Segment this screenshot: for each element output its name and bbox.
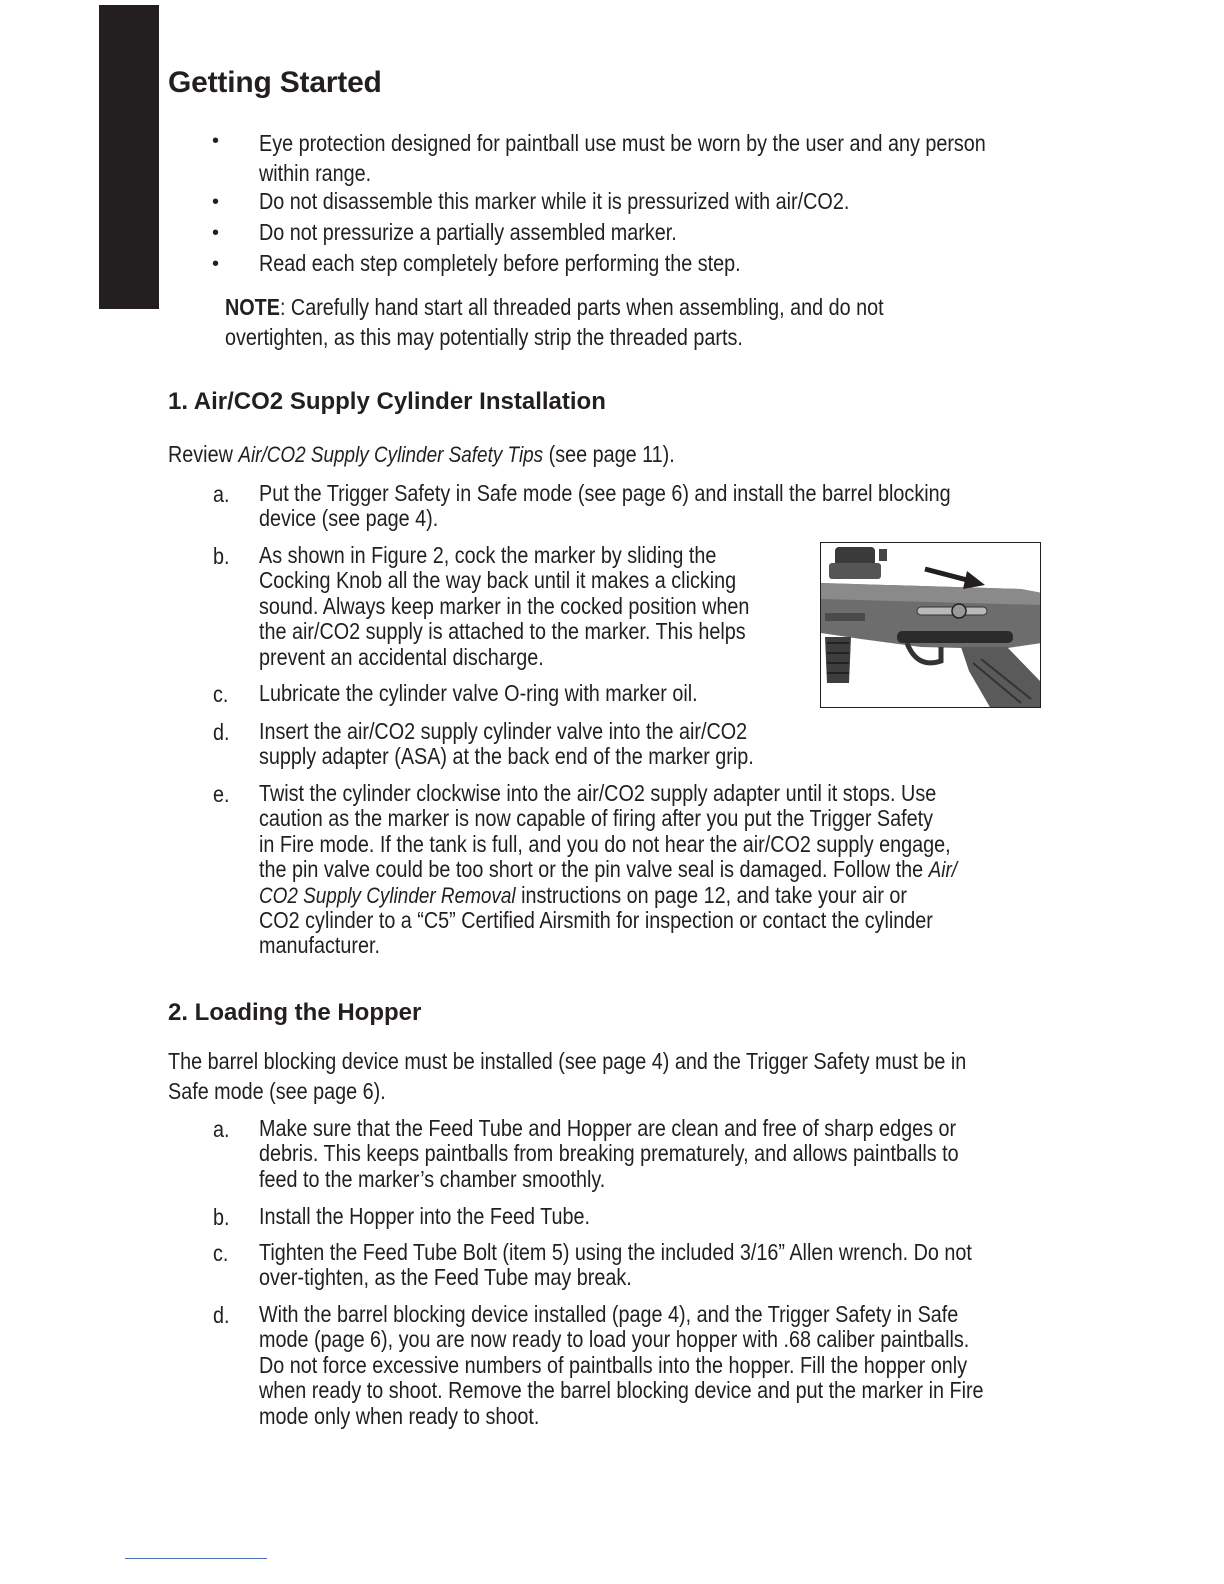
bullet-item — [259, 128, 986, 188]
intro-line: Safe mode (see page 6). — [168, 1078, 386, 1104]
bullet-symbol: • — [212, 130, 220, 152]
step-marker: b. — [213, 1204, 230, 1230]
step-line: mode (page 6), you are now ready to load your hopper with .68 caliber paintballs. — [259, 1326, 970, 1353]
note-text: overtighten, as this may potentially strip the threaded parts. — [225, 324, 743, 350]
step-line: caution as the marker is now capable of firing after you put the Trigger Safety — [259, 805, 933, 832]
bullet-text: Do not pressurize a partially assembled marker. — [259, 219, 677, 245]
step-marker: b. — [213, 543, 230, 569]
step-line: With the barrel blocking device installed (page 4), and the Trigger Safety in Safe — [259, 1301, 959, 1327]
step-line: Put the Trigger Safety in Safe mode (see page 6) and install the barrel blocking — [259, 480, 951, 506]
step-line: Twist the cylinder clockwise into the air/CO2 supply adapter until it stops. Use — [259, 780, 937, 806]
step-line-text: the pin valve could be too short or the pin valve seal is damaged. Follow the — [259, 856, 929, 883]
step-line: when ready to shoot. Remove the barrel blocking device and put the marker in Fire — [259, 1377, 984, 1404]
step-marker: e. — [213, 781, 230, 807]
step-line: in Fire mode. If the tank is full, and you do not hear the air/CO2 supply engage, — [259, 830, 951, 857]
step-line: Cocking Knob all the way back until it makes a clicking — [259, 567, 737, 594]
bullet-text: Do not disassemble this marker while it is pressurized with air/CO2. — [259, 188, 850, 214]
bullet-symbol: • — [212, 191, 220, 213]
intro-text: Review — [168, 441, 239, 467]
step-line: mode only when ready to shoot. — [259, 1402, 540, 1429]
step-text — [259, 719, 754, 770]
step-marker: a. — [213, 481, 230, 507]
step-text — [259, 1302, 984, 1429]
removal-reference: Air/ — [928, 857, 957, 883]
step-line — [259, 883, 957, 908]
bullet-text: Eye protection designed for paintball use must be worn by the user and any person — [259, 130, 986, 156]
hopper-heading: 2. Loading the Hopper — [168, 999, 422, 1026]
step-line: Insert the air/CO2 supply cylinder valve into the air/CO2 — [259, 718, 748, 744]
step-line: the air/CO2 supply is attached to the marker. This helps — [259, 618, 746, 645]
step-text — [259, 481, 951, 532]
intro-text: (see page 11). — [543, 441, 675, 467]
step-line: feed to the marker’s chamber smoothly. — [259, 1165, 606, 1192]
step-text: Lubricate the cylinder valve O-ring with marker oil. — [259, 680, 698, 706]
step-line: sound. Always keep marker in the cocked position when — [259, 592, 750, 619]
safety-tips-reference: Air/CO2 Supply Cylinder Safety Tips — [238, 442, 544, 467]
cylinder-heading: 1. Air/CO2 Supply Cylinder Installation — [168, 388, 606, 415]
step-line: Make sure that the Feed Tube and Hopper are clean and free of sharp edges or — [259, 1115, 957, 1141]
step-line: debris. This keeps paintballs from breaking prematurely, and allows paintballs to — [259, 1140, 959, 1167]
step-text — [259, 781, 957, 959]
step-text — [259, 1116, 959, 1192]
step-text — [259, 543, 749, 670]
step-marker: c. — [213, 681, 229, 707]
cylinder-intro — [168, 442, 675, 467]
bullet-text: within range. — [259, 160, 372, 186]
section-side-tab — [99, 5, 159, 309]
note-label: NOTE — [225, 294, 280, 320]
step-line: As shown in Figure 2, cock the marker by sliding the — [259, 542, 717, 568]
bullet-text: Read each step completely before performing the step. — [259, 250, 741, 276]
figure-2-marker-cocking — [820, 542, 1041, 708]
step-marker: d. — [213, 719, 230, 745]
step-line: Tighten the Feed Tube Bolt (item 5) using the included 3/16” Allen wrench. Do not — [259, 1239, 972, 1265]
step-text: Install the Hopper into the Feed Tube. — [259, 1203, 590, 1229]
step-line: device (see page 4). — [259, 505, 439, 532]
step-marker: d. — [213, 1302, 230, 1328]
step-line: prevent an accidental discharge. — [259, 643, 544, 670]
footer-rule — [125, 1558, 267, 1559]
page-title: Getting Started — [168, 66, 382, 99]
hopper-intro — [168, 1046, 966, 1106]
step-line — [259, 857, 957, 882]
step-marker: a. — [213, 1116, 230, 1142]
marker-illustration — [821, 543, 1041, 708]
step-line: supply adapter (ASA) at the back end of the marker grip. — [259, 743, 754, 770]
bullet-symbol: • — [212, 222, 220, 244]
step-line-text: instructions on page 12, and take your air or — [515, 881, 908, 908]
step-line: manufacturer. — [259, 932, 380, 959]
step-line: CO2 cylinder to a “C5” Certified Airsmith for inspection or contact the cylinder — [259, 907, 933, 934]
step-text — [259, 1240, 972, 1291]
step-line: Do not force excessive numbers of paintballs into the hopper. Fill the hopper only — [259, 1351, 968, 1378]
note-text: : Carefully hand start all threaded parts when assembling, and do not — [279, 294, 884, 320]
note — [225, 292, 884, 352]
intro-line: The barrel blocking device must be installed (see page 4) and the Trigger Safety must be in — [168, 1048, 967, 1074]
removal-reference: CO2 Supply Cylinder Removal — [259, 882, 516, 908]
bullet-symbol: • — [212, 253, 220, 275]
step-line: over-tighten, as the Feed Tube may break. — [259, 1264, 632, 1291]
step-marker: c. — [213, 1240, 229, 1266]
